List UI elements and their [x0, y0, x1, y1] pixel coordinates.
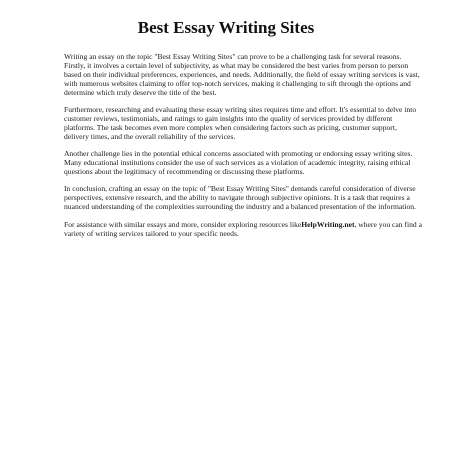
document-body [64, 53, 422, 247]
closing-suffix: , where you can find a variety of writing services tailored to your specific needs. [64, 219, 422, 238]
page-title: Best Essay Writing Sites [137, 18, 315, 37]
paragraph-2: Furthermore, researching and evaluating these essay writing sites requires time and effort. It's essential to delve into customer reviews, testimonials, and ratings to gain insights into the quality of services provided by different platforms. The task becomes even more complex when considering factors such as pricing, customer support, delivery times, and the overall reliability of the services. [64, 105, 417, 141]
closing-paragraph [64, 221, 422, 239]
helpwriting-link[interactable]: HelpWriting.net [301, 219, 355, 229]
closing-prefix: For assistance with similar essays and more, consider exploring resources like [64, 219, 302, 229]
paragraph-3: Another challenge lies in the potential ethical concerns associated with promoting or endorsing essay writing sites. Many educational institutions consider the use of such services as a violation of academic integrity, raising ethical questions about the legitimacy of recommending or discussing these platforms. [64, 149, 413, 176]
paragraph-4: In conclusion, crafting an essay on the topic of "Best Essay Writing Sites" demands careful consideration of diverse perspectives, extensive research, and the ability to navigate through subjective opinions. It is a task that requires a nuanced understanding of the complexities surrounding the industry and a balanced presentation of the information. [64, 184, 416, 212]
paragraph-1: Writing an essay on the topic "Best Essay Writing Sites" can prove to be a challenging task for several reasons. Firstly, it involves a certain level of subjectivity, as what may be considered the best varies from person to person based on their individual preferences, experiences, and needs. Additionally, the field of essay writing services is vast, with numerous websites claiming to offer top-notch services, making it challenging to sift through the options and determine which truly deserve the title of the best. [64, 52, 420, 97]
